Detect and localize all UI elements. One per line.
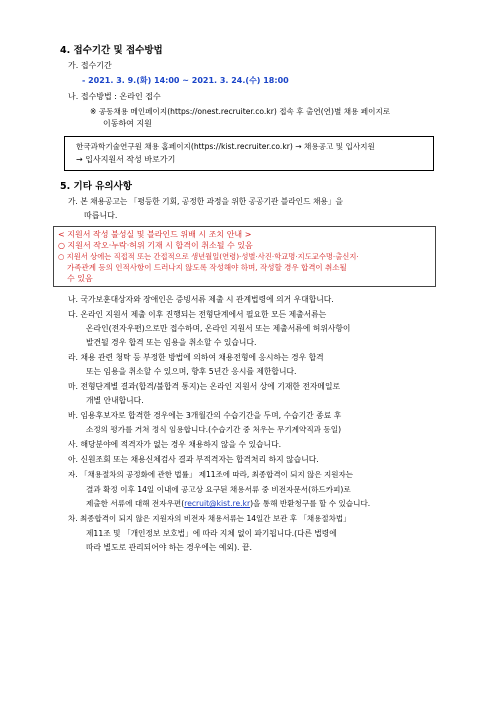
notice-item-2-line3: 수 있음 <box>67 274 93 283</box>
item-cha-line1: 차. 최종합격이 되지 않은 지원자의 비전자 채용서류는 14일간 보관 후 「채용절차법」 <box>68 514 351 523</box>
item-ja-line3 <box>86 500 370 508</box>
item-sa: 사. 해당분야에 적격자가 없는 경우 채용하지 않을 수 있습니다. <box>68 440 282 449</box>
item-ma-line2: 개별 안내합니다. <box>86 396 144 405</box>
item-ba-line1: 바. 임용후보자로 합격한 경우에는 3개월간의 수습기간을 두며, 수습기간 종료 후 <box>68 411 342 420</box>
item-ja-line1: 자. 「채용절차의 공정화에 관한 법률」 제11조에 따라, 최종합격이 되지 않은 지원자는 <box>68 470 353 479</box>
item-a: 아. 신원조회 또는 채용신체검사 결과 부적격자는 합격처리 하지 않습니다. <box>68 455 319 464</box>
notice-heading: < 지원서 작성 불성실 및 블라인드 위배 시 조치 안내 > <box>58 230 252 239</box>
blind-recruitment-notice-box <box>53 226 436 287</box>
section-4-title: 4. 접수기간 및 접수방법 <box>60 45 163 56</box>
section-5-title: 5. 기타 유의사항 <box>60 181 132 192</box>
application-period: - 2021. 3. 9.(화) 14:00 ~ 2021. 3. 24.(수) 18:00 <box>82 76 289 85</box>
item-da-line1: 다. 온라인 지원서 제출 이후 진행되는 전형단계에서 필요한 모든 제출서류는 <box>68 310 327 319</box>
item-ja-line2: 결과 확정 이후 14일 이내에 공고상 요구된 채용서류 중 비전자문서(하드카피)로 <box>86 485 351 494</box>
item-na: 나. 국가보훈대상자와 장애인은 증빙서류 제출 시 관계법령에 의거 우대합니다. <box>68 295 334 304</box>
item-ra-line1: 라. 채용 관련 청탁 등 부정한 방법에 의하여 채용전형에 응시하는 경우 합격 <box>68 353 324 362</box>
item-cha-line2: 제11조 및 「개인정보 보호법」에 따라 지체 없이 파기됩니다.(다른 법령에 <box>86 529 337 538</box>
item-ra-line2: 또는 임용을 취소할 수 있으며, 향후 5년간 응시를 제한합니다. <box>86 367 297 376</box>
kist-apply-line1: 한국과학기술연구원 채용 홈페이지(https://kist.recruiter.co.kr) → 채용공고 및 입사지원 <box>76 142 375 151</box>
section-4-na: 나. 접수방법 : 온라인 접수 <box>68 92 161 101</box>
notice-item-1: ○ 지원서 작오·누락·허위 기재 시 합격이 취소될 수 있음 <box>58 241 253 250</box>
item-da-line2: 온라인(전자우편)으로만 접수하며, 온라인 지원서 또는 제출서류에 허위사항이 <box>86 324 351 333</box>
section-4-note-line2: 이동하여 지원 <box>103 119 152 128</box>
item-cha-line3: 따라 별도로 관리되어야 하는 경우에는 예외). 끝. <box>86 543 252 552</box>
notice-item-2-line1: ○ 지원서 상에는 직접적 또는 간접적으로 생년월일(연령)·성별·사진·학교명·지도교수명·출신지· <box>58 252 359 261</box>
section-4-ga: 가. 접수기간 <box>68 61 112 70</box>
item-ma-line1: 마. 전형단계별 결과(합격/불합격 통지)는 온라인 지원서 상에 기재한 전자메일로 <box>68 382 341 391</box>
recruit-email-link[interactable]: recruit@kist.re.kr <box>184 499 251 508</box>
section-5-ga-line1: 가. 본 채용공고는 「평등한 기회, 공정한 과정을 위한 공공기관 블라인드 채용」을 <box>68 197 343 206</box>
kist-apply-line2: → 입사지원서 작성 바로가기 <box>76 155 176 164</box>
item-da-line3: 발견될 경우 합격 또는 임용을 취소할 수 있습니다. <box>86 338 257 347</box>
item-ja-line3-prefix: 제출한 서류에 대해 전자우편( <box>86 499 185 508</box>
item-ja-line3-suffix: )을 통해 반환청구를 할 수 있습니다. <box>250 499 371 508</box>
section-4-note-line1: ※ 공동채용 메인페이지(https://onest.recruiter.co.kr) 접속 후 출연(연)별 채용 페이지로 <box>90 107 391 116</box>
section-5-ga-line2: 따릅니다. <box>84 211 118 220</box>
kist-apply-box <box>64 136 434 171</box>
notice-item-2-line2: 가족관계 등의 인적사항이 드러나지 않도록 작성해야 하며, 작성할 경우 합격이 취소될 <box>67 263 347 272</box>
item-ba-line2: 소정의 평가를 거쳐 정식 임용합니다.(수습기간 중 처우는 무기계약직과 동일) <box>86 425 342 434</box>
